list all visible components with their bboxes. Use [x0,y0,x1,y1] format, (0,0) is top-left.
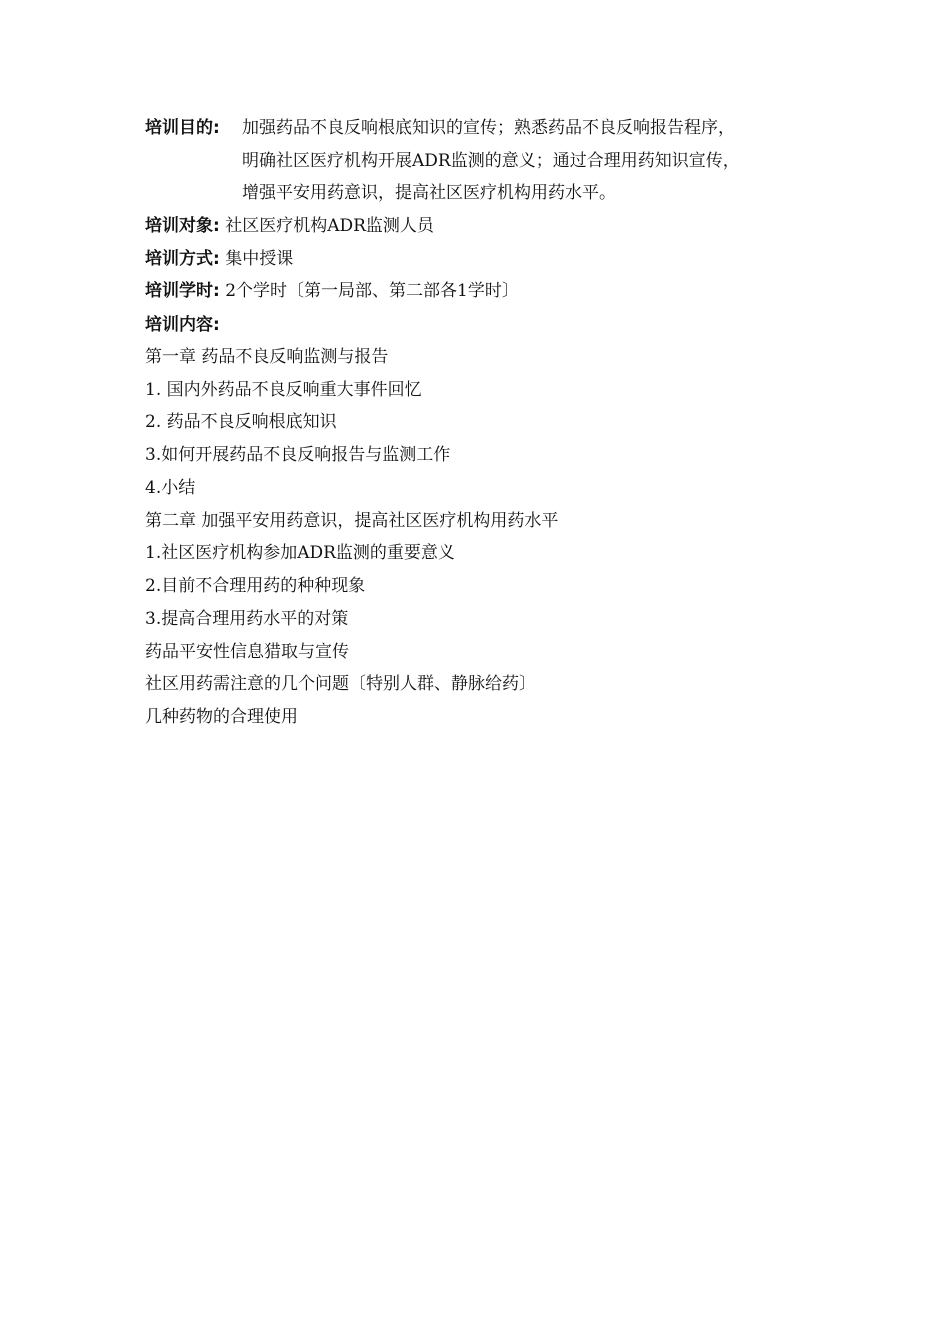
purpose-line-2: 明确社区医疗机构开展ADR监测的意义；通过合理用药知识宣传， [242,151,740,171]
list-item: 2.目前不合理用药的种种现象 [145,576,366,596]
method-value: 集中授课 [225,249,294,269]
list-item: 3.如何开展药品不良反响报告与监测工作 [145,445,451,465]
target-row [145,215,434,237]
list-item: 药品平安性信息猎取与宣传 [145,642,349,662]
list-item: 4.小结 [145,478,196,498]
list-item: 1. 国内外药品不良反响重大事件回忆 [145,380,422,400]
list-item: 几种药物的合理使用 [145,707,298,727]
hours-label: 培训学时: [145,281,220,301]
hours-value: 2个学时〔第一局部、第二部各1学时〕 [225,281,519,301]
purpose-line-1: 加强药品不良反响根底知识的宣传；熟悉药品不良反响报告程序， [242,118,735,138]
purpose-line-3: 增强平安用药意识，提高社区医疗机构用药水平。 [242,183,616,203]
list-item: 1.社区医疗机构参加ADR监测的重要意义 [145,543,455,563]
purpose-row [145,117,220,139]
purpose-label: 培训目的: [145,118,220,138]
hours-row [145,280,519,302]
content-label: 培训内容: [145,315,220,335]
method-label: 培训方式: [145,249,220,269]
target-label: 培训对象: [145,216,220,236]
chapter-1-title: 第一章 药品不良反响监测与报告 [145,347,389,367]
target-value: 社区医疗机构ADR监测人员 [225,216,434,236]
chapter-2-title: 第二章 加强平安用药意识，提高社区医疗机构用药水平 [145,511,559,531]
list-item: 2. 药品不良反响根底知识 [145,412,337,432]
method-row [145,248,293,270]
list-item: 社区用药需注意的几个问题〔特别人群、静脉给药〕 [145,674,536,694]
list-item: 3.提高合理用药水平的对策 [145,609,349,629]
